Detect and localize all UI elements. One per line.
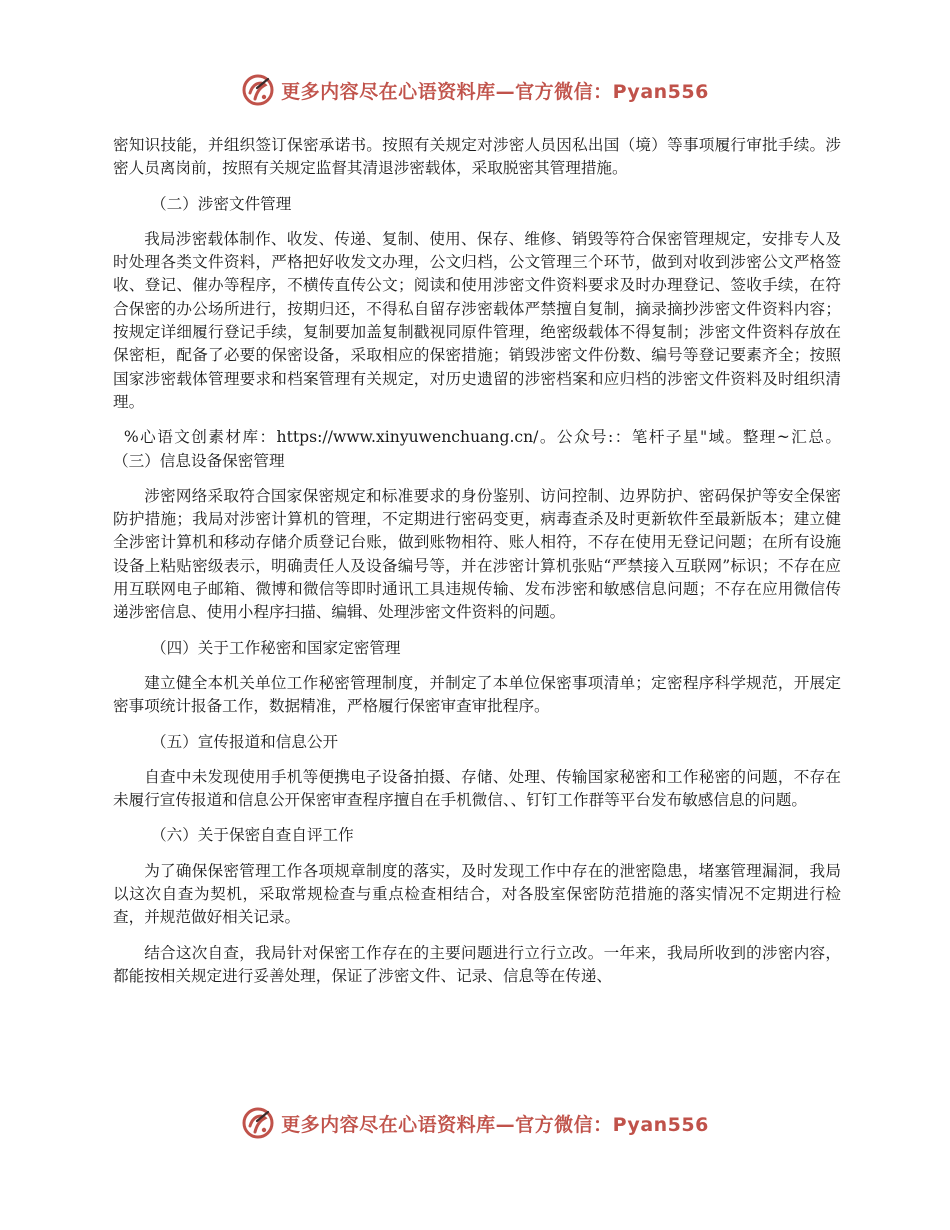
paragraph-continuation: 密知识技能，并组织签订保密承诺书。按照有关规定对涉密人员因私出国（境）等事项履行审批手续。涉密人员离岗前，按照有关规定监督其清退涉密载体，采取脱密其管理措施。 <box>113 136 841 178</box>
paragraph-watermark-and-heading-3: %心语文创素材库：https://www.xinyuwenchuang.cn/。公众号:：笔杆子星"域。整理~汇总。 （三）信息设备保密管理 <box>113 428 841 470</box>
paragraph-device-security: 涉密网络采取符合国家保密规定和标准要求的身份鉴别、访问控制、边界防护、密码保护等安全保密防护措施；我局对涉密计算机的管理，不定期进行密码变更，病毒查杀及时更新软件至最新版本；建立健全涉密计算机和移动存储介质登记台账，做到账物相符、账人相符，不存在使用无登记问题；在所有设施设备上粘贴密级表示，明确责任人及设备编号等，并在涉密计算机张贴“严禁接入互联网”标识；不存在应用互联网电子邮箱、微博和微信等即时通讯工具违规传输、发布涉密和敏感信息问题；不存在应用微信传递涉密信息、使用小程序扫描、编辑、处理涉密文件资料的问题。 <box>113 486 841 622</box>
section-heading-6: （六）关于保密自查自评工作 <box>151 826 354 845</box>
section-heading-5: （五）宣传报道和信息公开 <box>151 732 339 751</box>
footer-banner <box>0 1103 950 1143</box>
paragraph-publicity: 自查中未发现使用手机等便携电子设备拍摄、存储、处理、传输国家秘密和工作秘密的问题，不存在未履行宣传报道和信息公开保密审查程序擅自在手机微信、、钉钉工作群等平台发布敏感信息的问题。 <box>113 767 841 810</box>
section-heading-4: （四）关于工作秘密和国家定密管理 <box>151 638 401 657</box>
section-heading-2: （二）涉密文件管理 <box>151 194 292 213</box>
paragraph-rectification: 结合这次自查，我局针对保密工作存在的主要问题进行立行立改。一年来，我局所收到的涉密内容，都能按相关规定进行妥善处理，保证了涉密文件、记录、信息等在传递、 <box>113 943 841 985</box>
paragraph-self-inspection: 为了确保保密管理工作各项规章制度的落实，及时发现工作中存在的泄密隐患，堵塞管理漏洞，我局以这次自查为契机，采取常规检查与重点检查相结合，对各股室保密防范措施的落实情况不定期进行检查，并规范做好相关记录。 <box>113 861 841 927</box>
paragraph-work-secrets: 建立健全本机关单位工作秘密管理制度，并制定了本单位保密事项清单；定密程序科学规范，开展定密事项统计报备工作，数据精准，严格履行保密审查审批程序。 <box>113 673 841 716</box>
banner-text: 更多内容尽在心语资料库—官方微信：Pyan556 <box>281 80 709 103</box>
header-banner <box>0 70 950 110</box>
banner-text: 更多内容尽在心语资料库—官方微信：Pyan556 <box>281 1113 709 1136</box>
paragraph-document-management: 我局涉密载体制作、收发、传递、复制、使用、保存、维修、销毁等符合保密管理规定，安排专人及时处理各类文件资料，严格把好收发文办理，公文归档，公文管理三个环节，做到对收到涉密公文严格签收、登记、催办等程序，不横传直传公文；阅读和使用涉密文件资料要求及时办理登记、签收手续，在符合保密的办公场所进行，按期归还，不得私自留存涉密载体严禁擅自复制，摘录摘抄涉密文件资料内容；按规定详细履行登记手续，复制要加盖复制戳视同原件管理，绝密级载体不得复制；涉密文件资料存放在保密柜，配备了必要的保密设备，采取相应的保密措施；销毁涉密文件份数、编号等登记要素齐全；按照国家涉密载体管理要求和档案管理有关规定，对历史遗留的涉密档案和应归档的涉密文件资料及时组织清理。 <box>113 229 841 411</box>
document-body <box>113 134 841 1000</box>
seal-logo-icon <box>241 1106 275 1140</box>
seal-logo-icon <box>241 73 275 107</box>
